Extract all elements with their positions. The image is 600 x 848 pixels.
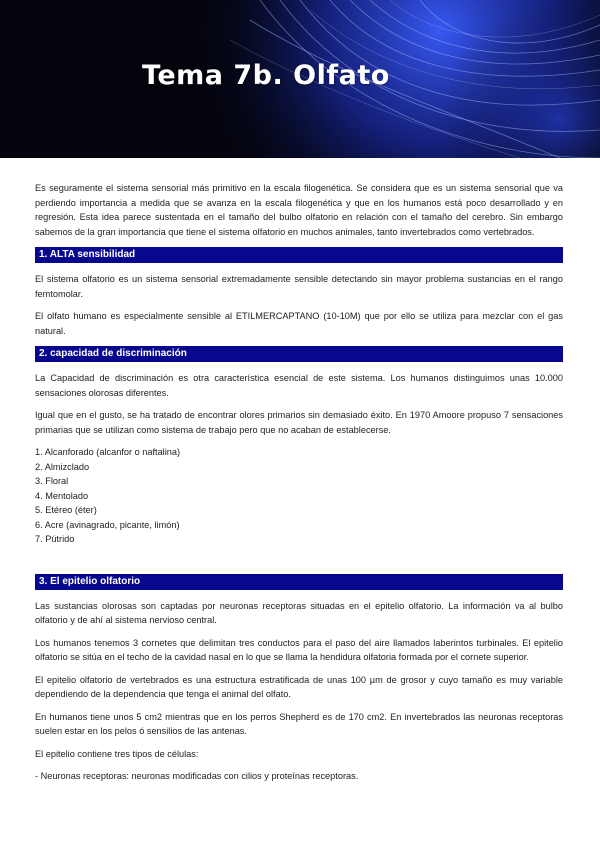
list-item: 2. Almizclado <box>35 461 90 472</box>
paragraph: La Capacidad de discriminación es otra característica esencial de este sistema. Los humanos distinguimos unas 10.000 sensaciones olorosas diferentes. <box>35 373 563 398</box>
header-banner <box>0 0 600 158</box>
list-item: 4. Mentolado <box>35 490 89 501</box>
page-title: Tema 7b. Olfato <box>142 60 390 91</box>
section-heading-capacidad-discriminacion: 2. capacidad de discriminación <box>35 346 563 362</box>
paragraph: Las sustancias olorosas son captadas por neuronas receptoras situadas en el epitelio olfatorio. La información va al bulbo olfatorio y de ahí al sistema nervioso central. <box>35 600 563 625</box>
spacer <box>35 555 563 566</box>
list-item: 7. Pútrido <box>35 534 75 544</box>
section-heading-alta-sensibilidad: 1. ALTA sensibilidad <box>35 247 563 263</box>
list-item: 6. Acre (avinagrado, picante, limón) <box>35 519 180 530</box>
paragraph: El sistema olfatorio es un sistema sensorial extremadamente sensible detectando sin mayor problema sustancias en el rango femtomolar. <box>35 274 563 299</box>
list-item: 1. Alcanforado (alcanfor o naftalina) <box>35 447 181 457</box>
list-item: 5. Etéreo (éter) <box>35 505 97 515</box>
paragraph: - Neuronas receptoras: neuronas modificadas con cilios y proteínas receptoras. <box>35 771 359 781</box>
paragraph: Igual que en el gusto, se ha tratado de encontrar olores primarios sin demasiado éxito. En 1970 Amoore propuso 7 sensaciones primarias que se utilizan como sistema de trabajo pero que no acaban de establecerse. <box>35 410 563 435</box>
document-body <box>35 181 563 792</box>
paragraph: El epitelio contiene tres tipos de células: <box>35 748 199 759</box>
paragraph: El epitelio olfatorio de vertebrados es una estructura estratificada de unas 100 µm de grosor y cuyo tamaño es muy variable dependiendo de la dependencia que tenga el animal del olfato. <box>35 674 563 699</box>
paragraph: El olfato humano es especialmente sensible al ETILMERCAPTANO (10-10M) que por ello se utiliza para mezclar con el gas natural. <box>35 311 563 336</box>
paragraph: En humanos tiene unos 5 cm2 mientras que en los perros Shepherd es de 170 cm2. En invertebrados las neuronas receptoras suelen estar en los pelos ó sensilios de las antenas. <box>35 711 563 736</box>
list-item: 3. Floral <box>35 476 69 486</box>
section-heading-epitelio-olfatorio: 3. El epitelio olfatorio <box>35 574 563 590</box>
intro-paragraph: Es seguramente el sistema sensorial más primitivo en la escala filogenética. Se considera que es un sistema sensorial que va perdiendo importancia a medida que se avanza en la escala filogenética y que en los humanos está poco desarrollado y en regresión. Esta idea parece sustentada en el tamaño del bulbo olfatorio en relación con el tamaño del cerebro. Sin embargo sabemos de la gran importancia que tiene el sistema olfatorio en muchos animales, tanto invertebrados como vertebrados. <box>35 183 563 237</box>
paragraph: Los humanos tenemos 3 cornetes que delimitan tres conductos para el paso del aire llamados laberintos turbinales. El epitelio olfatorio se sitúa en el techo de la cavidad nasal en lo que se llama la hendidura olfatoria formada por el cornete superior. <box>35 637 563 662</box>
primary-odors-list <box>35 445 563 547</box>
